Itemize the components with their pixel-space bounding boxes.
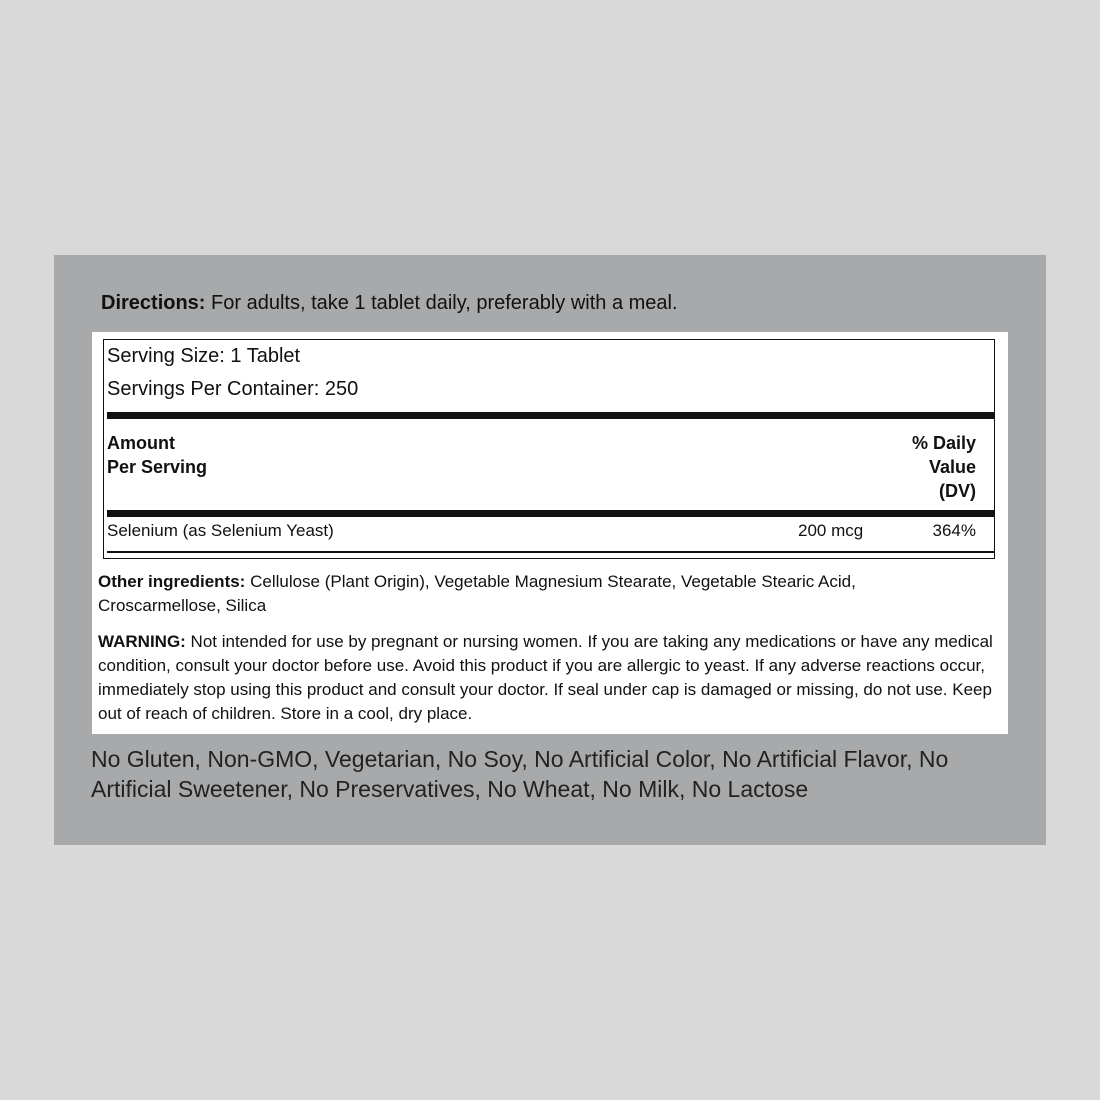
directions-text: For adults, take 1 tablet daily, preferably with a meal. <box>205 292 678 314</box>
supplement-facts-table <box>103 339 995 559</box>
nutrient-name: Selenium (as Selenium Yeast) <box>107 521 334 540</box>
warning-text: Not intended for use by pregnant or nursing women. If you are taking any medications or have any medical condition, consult your doctor before use. Avoid this product if you are allergic to yeast. If any adverse reactions occur, immediately stop using this product and consult your doctor. If seal under cap is damaged or missing, do not use. Keep out of reach of children. Store in a cool, dry place. <box>98 632 993 723</box>
label-info-box <box>92 332 1008 734</box>
amount-header-line2: Per Serving <box>107 457 208 477</box>
thick-divider-top <box>107 412 994 419</box>
supplement-label-panel <box>54 255 1046 845</box>
directions-label: Directions: <box>101 292 206 314</box>
dietary-claims: No Gluten, Non-GMO, Vegetarian, No Soy, No Artificial Color, No Artificial Flavor, No Artificial Sweetener, No Preservatives, No Wheat, No Milk, No Lactose <box>91 746 949 802</box>
dv-header-line2: Value <box>928 457 976 477</box>
daily-value-header <box>856 431 976 503</box>
thin-divider-bottom <box>107 551 994 553</box>
directions-line <box>101 291 678 315</box>
dv-header-line1: % Daily <box>911 433 976 453</box>
other-ingredients-text: Cellulose (Plant Origin), Vegetable Magnesium Stearate, Vegetable Stearic Acid, Croscarmellose, Silica <box>98 572 856 615</box>
thick-divider-middle <box>107 510 994 517</box>
servings-per-container: Servings Per Container: 250 <box>107 378 359 400</box>
amount-per-serving-header <box>107 431 307 479</box>
other-ingredients-label: Other ingredients: <box>98 572 246 591</box>
dv-header-line3: (DV) <box>939 481 976 501</box>
nutrient-daily-value: 364% <box>932 521 976 540</box>
nutrient-amount: 200 mcg <box>798 521 864 540</box>
warning <box>98 630 998 726</box>
warning-label: WARNING: <box>98 632 186 651</box>
other-ingredients <box>98 570 978 618</box>
serving-size: Serving Size: 1 Tablet <box>107 345 301 367</box>
amount-header-line1: Amount <box>107 433 175 453</box>
